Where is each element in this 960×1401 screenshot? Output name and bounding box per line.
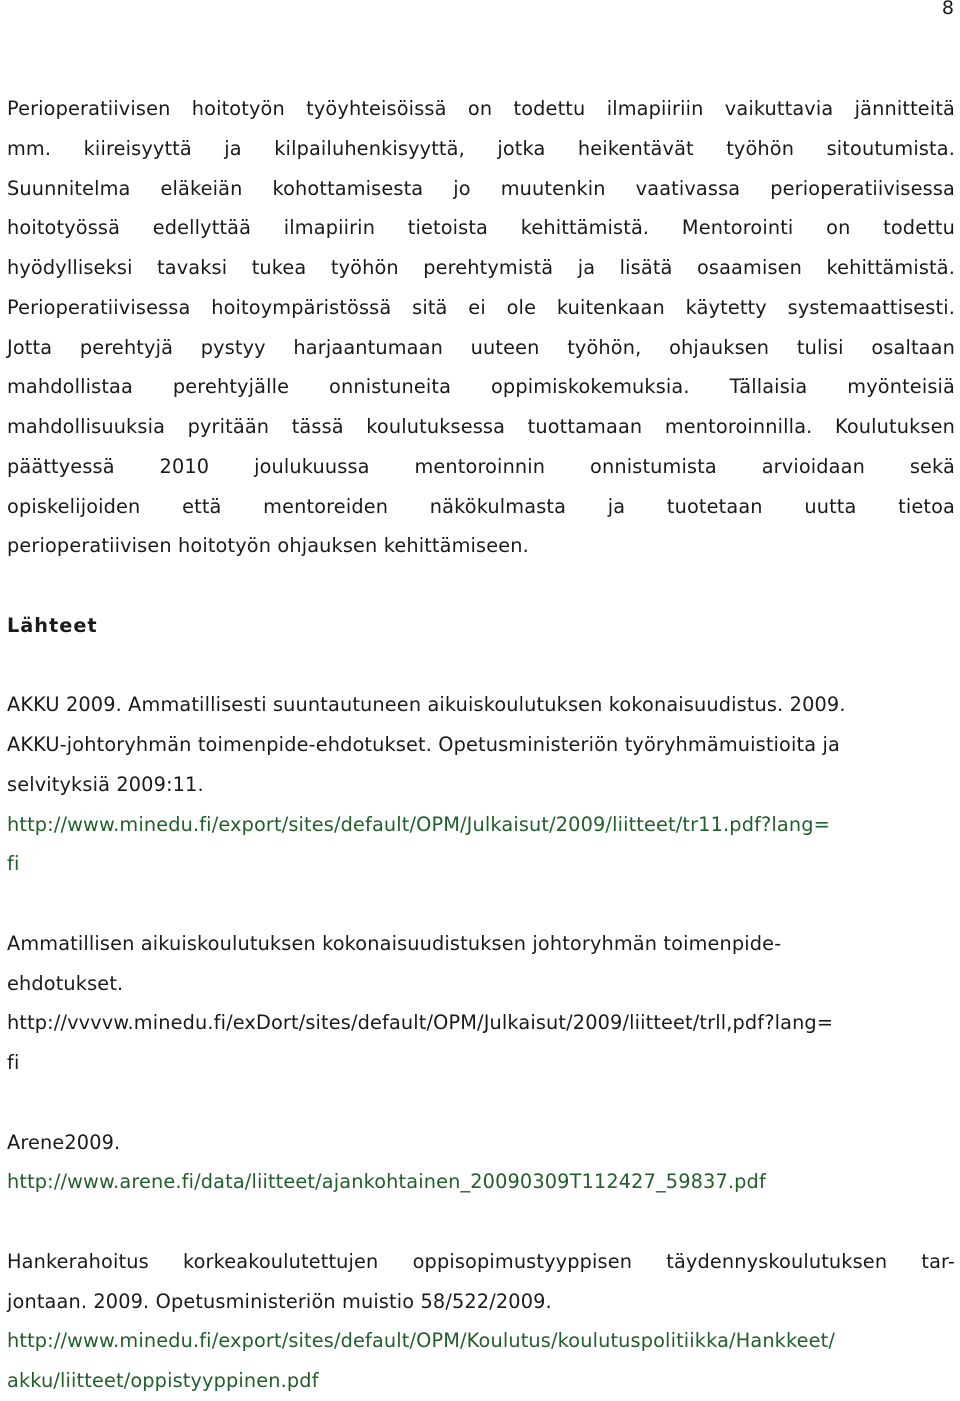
reference-entry (7, 685, 955, 884)
reference-link[interactable]: fi (7, 1051, 20, 1074)
page-number: 8 (941, 0, 954, 19)
body-line: Perioperatiivisen hoitotyön työyhteisöissä on todettu ilmapiiriin vaikuttavia jännitteitä (7, 97, 955, 120)
body-line: mahdollisuuksia pyritään tässä koulutuksessa tuottamaan mentoroinnilla. Koulutuksen (7, 415, 955, 438)
body-line: Perioperatiivisessa hoitoympäristössä sitä ei ole kuitenkaan käytetty systemaattisesti. (7, 295, 955, 319)
body-line: mm. kiireisyyttä ja kilpailuhenkisyyttä, jotka heikentävät työhön sitoutumista. (7, 136, 955, 160)
body-line: mahdollistaa perehtyjälle onnistuneita oppimiskokemuksia. Tällaisia myönteisiä (7, 375, 955, 399)
reference-text: jontaan. 2009. Opetusministeriön muistio 58/522/2009. (7, 1289, 552, 1313)
reference-link[interactable]: http://www.minedu.fi/export/sites/default/OPM/Koulutus/koulutuspolitiikka/Hankkeet/ (7, 1329, 836, 1353)
reference-text: Ammatillisen aikuiskoulutuksen kokonaisuudistuksen johtoryhmän toimenpide- (7, 931, 782, 955)
reference-entry (7, 1242, 955, 1401)
reference-entry (7, 1123, 955, 1203)
references-heading: Lähteet (7, 613, 98, 637)
reference-link[interactable]: akku/liitteet/oppistyyppinen.pdf (7, 1369, 319, 1392)
reference-link[interactable]: http://vvvvw.minedu.fi/exDort/sites/default/OPM/Julkaisut/2009/liitteet/trll,pdf?lang= (7, 1011, 834, 1035)
reference-text: AKKU 2009. Ammatillisesti suuntautuneen aikuiskoulutuksen kokonaisuudistus. 2009. (7, 693, 846, 717)
body-line: opiskelijoiden että mentoreiden näkökulmasta ja tuotetaan uutta tietoa (7, 494, 955, 518)
body-line: hoitotyössä edellyttää ilmapiirin tietoista kehittämistä. Mentorointi on todettu (7, 216, 955, 240)
reference-text: selvityksiä 2009:11. (7, 772, 204, 796)
reference-text: ehdotukset. (7, 971, 124, 995)
reference-link[interactable]: http://www.minedu.fi/export/sites/default/OPM/Julkaisut/2009/liitteet/tr11.pdf?lang= (7, 812, 830, 836)
reference-link[interactable]: fi (7, 852, 20, 876)
body-line: hyödylliseksi tavaksi tukea työhön perehtymistä ja lisätä osaamisen kehittämistä. (7, 256, 955, 279)
reference-entry (7, 924, 955, 1083)
body-line: Jotta perehtyjä pystyy harjaantumaan uuteen työhön, ohjauksen tulisi osaltaan (7, 335, 955, 359)
reference-text: AKKU-johtoryhmän toimenpide-ehdotukset. Opetusministeriön työryhmämuistioita ja (7, 733, 840, 756)
body-paragraph (7, 89, 955, 566)
body-line: perioperatiivisen hoitotyön ohjauksen kehittämiseen. (7, 534, 529, 558)
body-line: päättyessä 2010 joulukuussa mentoroinnin onnistumista arvioidaan sekä (7, 454, 955, 478)
document-body (7, 89, 955, 1401)
reference-text: Arene2009. (7, 1130, 121, 1154)
body-line: Suunnitelma eläkeiän kohottamisesta jo muutenkin vaativassa perioperatiivisessa (7, 176, 955, 200)
reference-link[interactable]: http://www.arene.fi/data/liitteet/ajankohtainen_20090309T112427_59837.pdf (7, 1170, 766, 1194)
reference-text: Hankerahoitus korkeakoulutettujen oppisopimustyyppisen täydennyskoulutuksen tar- (7, 1249, 955, 1273)
